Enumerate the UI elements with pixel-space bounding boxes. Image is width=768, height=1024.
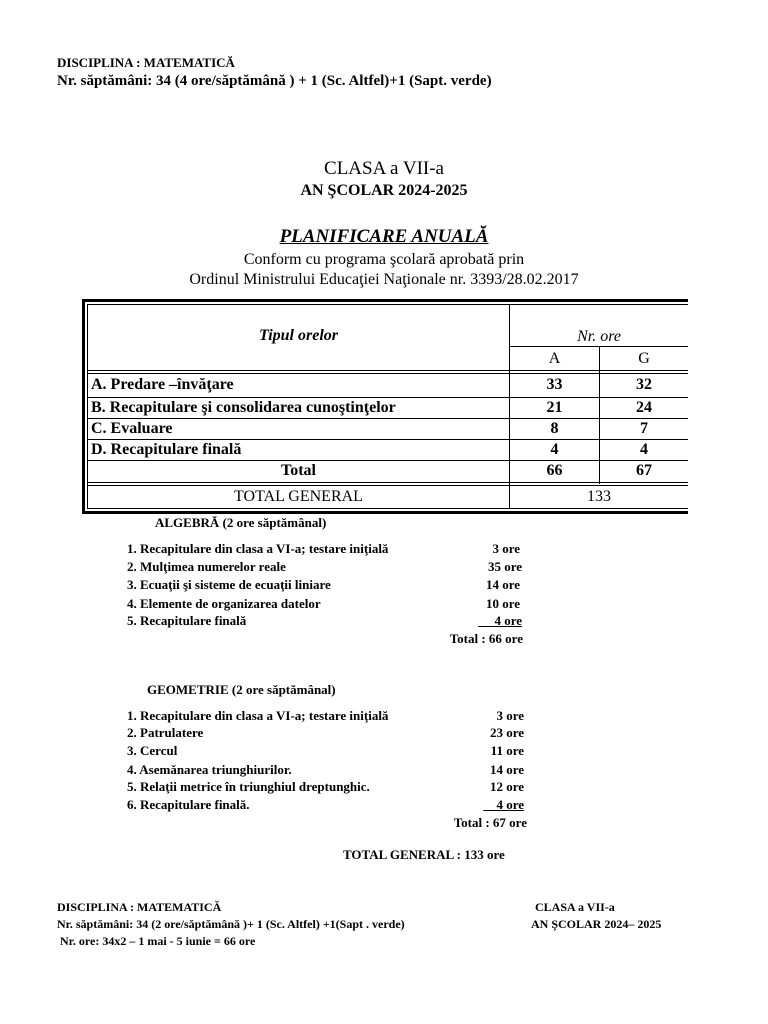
total-g-value: 67 [636,462,652,479]
algebra-item: 5. Recapitulare finală [127,613,247,628]
geometry-item: 1. Recapitulare din clasa a VI-a; testare iniţială [127,708,389,723]
row-a-value: 33 [546,376,563,393]
geometry-item-hours: 12 ore [489,779,524,794]
footer-discipline: DISCIPLINA : MATEMATICĂ [57,900,222,914]
geometry-item: 4. Asemănarea triunghiurilor. [127,762,292,777]
geometry-item: 2. Patrulatere [127,725,204,740]
grand-total: TOTAL GENERAL : 133 ore [343,847,505,862]
total-label: Total [281,462,316,479]
plan-title: PLANIFICARE ANUALĂ [279,226,489,247]
col-g-header: G [638,350,650,367]
total-a-value: 66 [546,462,563,479]
footer-year: AN ŞCOLAR 2024– 2025 [531,917,662,931]
row-label: D. Recapitulare finală [91,441,242,458]
order-line: Ordinul Ministrului Educaţiei Naţionale nr. 3393/28.02.2017 [189,271,579,288]
col-type-header: Tipul orelor [259,327,338,344]
row-label: A. Predare –învăţare [91,376,234,393]
row-a-value: 21 [546,399,563,416]
geometry-item-hours: 3 ore [496,708,524,723]
footer-hours: Nr. ore: 34x2 – 1 mai - 5 iunie = 66 ore [60,934,256,948]
conform-line: Conform cu programa şcolară aprobată prin [243,251,525,268]
row-label: B. Recapitulare şi consolidarea cunoştinţelor [91,399,396,416]
algebra-total: Total : 66 ore [449,631,523,646]
geometry-item-hours [454,797,524,813]
geometry-item-hours: 23 ore [489,725,524,740]
general-total-label: TOTAL GENERAL [234,488,363,505]
col-hours-header: Nr. ore [577,328,621,345]
row-g-value: 4 [640,441,648,458]
algebra-item-hours: 14 ore [485,577,520,592]
algebra-item-hours: 3 ore [492,541,520,556]
geometry-item-hours: 11 ore [490,743,524,758]
geometry-item: 5. Relaţii metrice în triunghiul dreptunghic. [127,779,370,794]
col-a-header: A [548,350,561,367]
algebra-title: ALGEBRĂ (2 ore săptămânal) [155,515,327,530]
school-year: AN ŞCOLAR 2024-2025 [300,182,468,199]
geometry-item-hours: 14 ore [489,762,524,777]
algebra-item: 1. Recapitulare din clasa a VI-a; testare iniţială [127,541,389,556]
geometry-last-hours: _ 4 ore [483,797,524,812]
discipline-header: DISCIPLINA : MATEMATICĂ [57,55,235,70]
algebra-item: 4. Elemente de organizarea datelor [127,596,321,611]
footer-class: CLASA a VII-a [535,900,615,914]
row-g-value: 7 [640,420,648,437]
algebra-last-hours: 4 ore [494,613,522,628]
footer-weeks: Nr. săptămâni: 34 (2 ore/săptămână )+ 1 (Sc. Altfel) +1(Sapt . verde) [57,917,405,931]
row-g-value: 32 [636,376,652,393]
geometry-total: Total : 67 ore [453,815,527,830]
row-label: C. Evaluare [91,420,173,437]
general-total-value: 133 [587,488,611,505]
geometry-item: 6. Recapitulare finală. [127,797,250,812]
geometry-title: GEOMETRIE (2 ore săptămânal) [147,682,336,697]
hours-table [82,299,688,514]
weeks-header: Nr. săptămâni: 34 (4 ore/săptămână ) + 1 (Sc. Altfel)+1 (Sapt. verde) [57,73,492,89]
class-title: CLASA a VII-a [324,158,444,179]
geometry-item: 3. Cercul [127,743,178,758]
algebra-item-hours: 10 ore [485,596,520,611]
algebra-item: 3. Ecuaţii şi sisteme de ecuaţii liniare [127,577,331,592]
algebra-item: 2. Mulţimea numerelor reale [127,559,286,574]
algebra-item-hours: 35 ore [487,559,522,574]
algebra-item-hours [452,613,522,629]
row-g-value: 24 [636,399,652,416]
row-a-value: 4 [550,441,559,458]
row-a-value: 8 [550,420,559,437]
